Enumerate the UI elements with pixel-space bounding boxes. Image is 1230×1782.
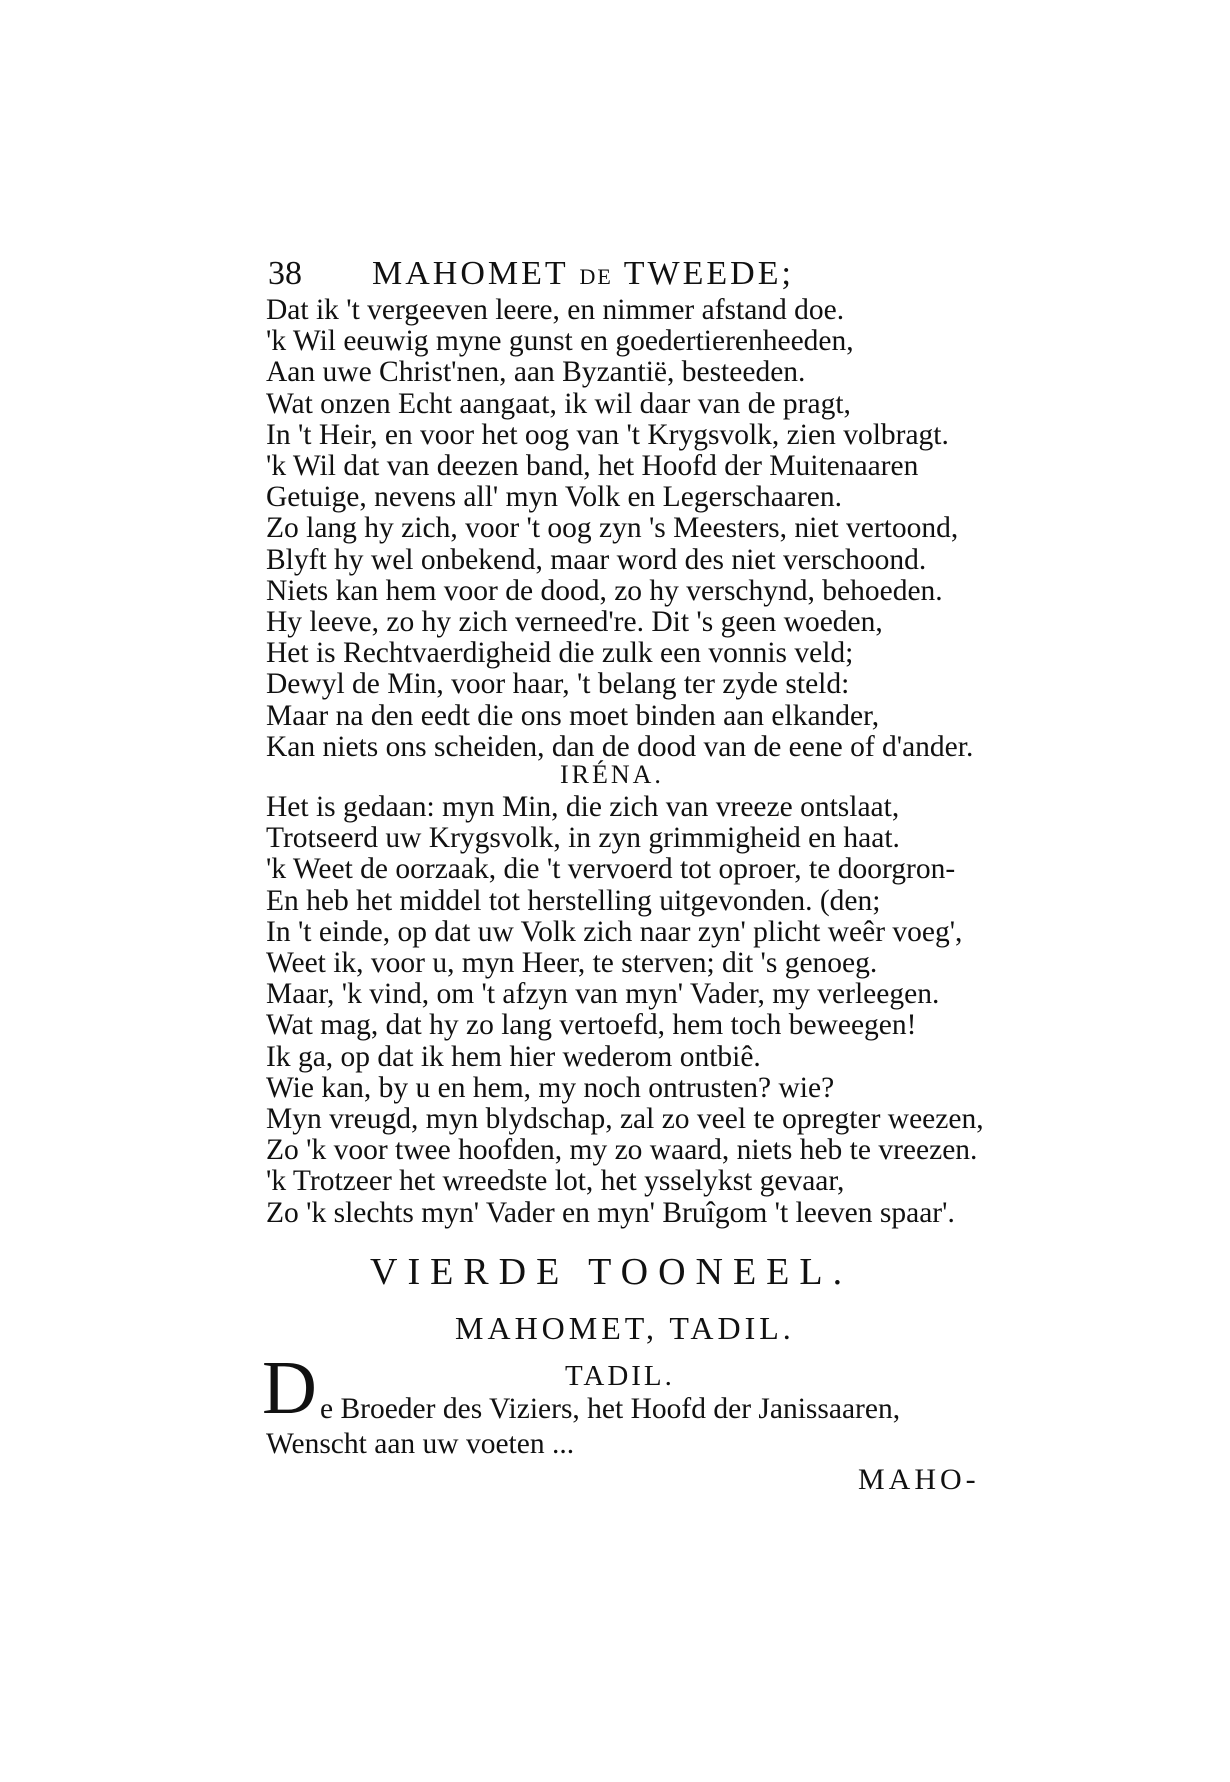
verse-line: e Broeder des Viziers, het Hoofd der Janissaaren, [320,1393,901,1425]
verse-line: In 't Heir, en voor het oog van 't Krygsvolk, zien volbragt. [266,418,949,451]
scene-title: VIERDE TOONEEL. [370,1251,853,1293]
verse-line: Blyft hy wel onbekend, maar word des niet verschoond. [266,543,927,576]
verse-line: Zo lang hy zich, voor 't oog zyn 's Meesters, niet vertoond, [266,512,959,545]
verse-line: Wenscht aan uw voeten ... [266,1428,575,1460]
verse-block-mahomet [266,295,986,763]
running-title-b: TWEEDE; [623,255,794,292]
running-title-de: DE [579,264,613,289]
verse-line: Wat mag, dat hy zo lang vertoefd, hem toch beweegen! [266,1009,917,1042]
page-number: 38 [268,255,302,292]
verse-line: Maar, 'k vind, om 't afzyn van myn' Vader, my verleegen. [266,978,940,1011]
verse-line: En heb het middel tot herstelling uitgevonden. (den; [266,884,881,917]
verse-line: Kan niets ons scheiden, dan de dood van de eene of d'ander. [266,730,974,763]
verse-line: Zo 'k voor twee hoofden, my zo waard, niets heb te vreezen. [266,1134,978,1167]
running-title-a: MAHOMET [372,255,569,292]
verse-line: Wat onzen Echt aangaat, ik wil daar van de pragt, [266,387,851,420]
verse-line: Zo 'k slechts myn' Vader en myn' Bruîgom 't leeven spaar'. [266,1196,955,1229]
verse-line: Hy leeve, zo hy zich verneed'rе. Dit 's geen woeden, [266,606,883,639]
verse-line: 'k Trotzeer het wreedste lot, het ysselykst gevaar, [266,1165,845,1198]
verse-line: Weet ik, voor u, myn Heer, te sterven; dit 's genoeg. [266,947,878,980]
verse-line: Maar na den eedt die ons moet binden aan elkander, [266,699,880,732]
verse-block-irena [266,792,986,1229]
verse-line: Ik ga, op dat ik hem hier wederom ontbiê. [266,1040,761,1073]
verse-line: Dewyl de Min, voor haar, 't belang ter zyde steld: [266,668,850,701]
verse-line: 'k Wil dat van deezen band, het Hoofd der Muitenaaren [266,450,919,483]
verse-line: Trotseerd uw Krygsvolk, in zyn grimmigheid en haat. [266,822,900,855]
verse-line: In 't einde, op dat uw Volk zich naar zyn' plicht weêr voeg', [266,915,963,948]
verse-line: 'k Weet de oorzaak, die 't vervoerd tot oproer, te doorgron- [266,853,956,886]
verse-line: Myn vreugd, myn blydschap, zal zo veel te opregter weezen, [266,1103,984,1136]
verse-line: Niets kan hem voor de dood, zo hy verschynd, behoeden. [266,574,943,607]
verse-line: Het is Rechtvaerdigheid die zulk een vonnis veld; [266,637,854,670]
verse-line: Getuige, nevens all' myn Volk en Legerschaaren. [266,481,843,514]
catchword: MAHO- [858,1463,980,1496]
drop-cap: D [262,1346,317,1430]
verse-line: Het is gedaan: myn Min, die zich van vreeze ontslaat, [266,791,900,823]
speaker-tadil: TADIL. [565,1360,675,1392]
scene-persons: MAHOMET, TADIL. [455,1310,795,1346]
verse-line: 'k Wil eeuwig myne gunst en goedertierenheeden, [266,325,854,358]
verse-line: Dat ik 't vergeeven leere, en nimmer afstand doe. [266,294,845,326]
running-title [372,255,794,293]
speaker-irena: IRÉNA. [560,760,664,789]
verse-line: Wie kan, by u en hem, my noch ontrusten? wie? [266,1071,835,1104]
verse-line: Aan uwe Christ'nen, aan Byzantië, besteeden. [266,356,806,389]
